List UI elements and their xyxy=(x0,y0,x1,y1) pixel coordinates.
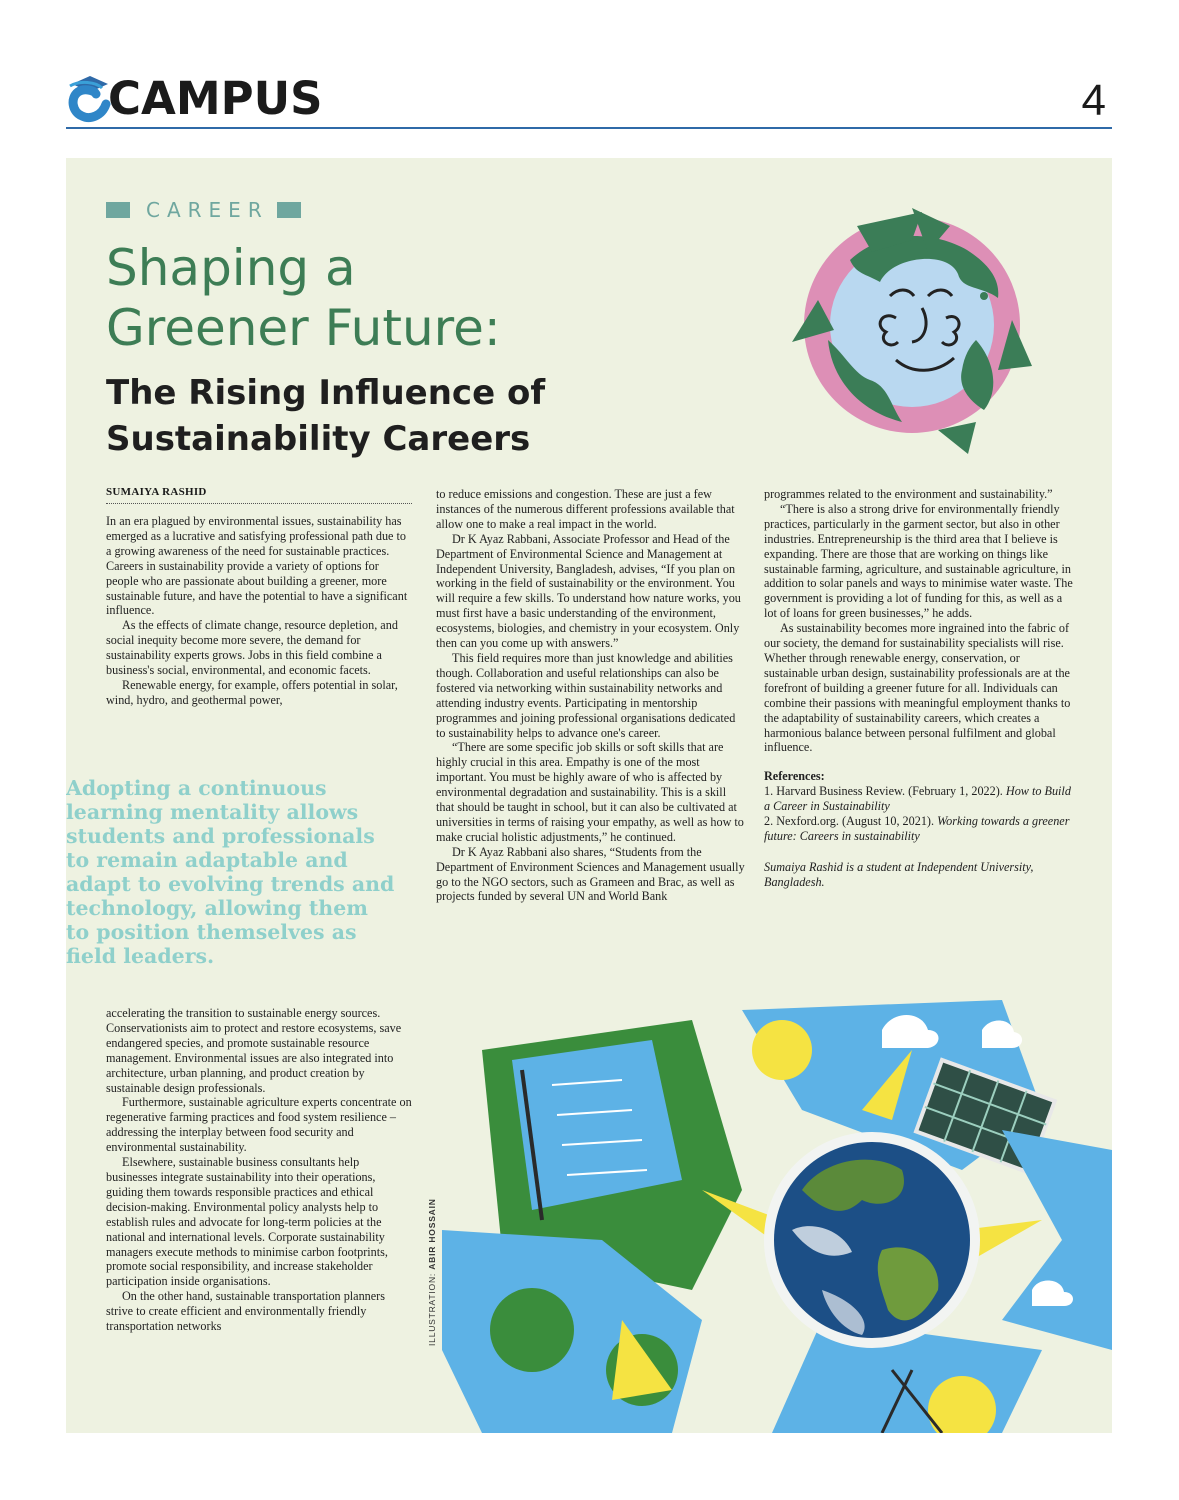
paragraph: to reduce emissions and congestion. These are just a few instances of the numerous different professions available that allow one to make a real impact in the world. xyxy=(436,487,735,531)
kicker-text: CAREER xyxy=(146,198,269,222)
smiling-earth-recycle-icon xyxy=(762,190,1052,465)
masthead xyxy=(66,66,1112,130)
masthead-rule xyxy=(66,127,1112,129)
illustration-credit xyxy=(427,1198,437,1346)
pull-quote: Adopting a continuous learning mentality allows students and professionals to remain adaptable and adapt to evolving trends and technology, allowing them to position themselves as field leaders. xyxy=(66,776,395,968)
headline-line-1: Shaping a xyxy=(106,239,356,297)
paragraph: As the effects of climate change, resource depletion, and social inequity become more severe, the demand for sustainability experts grows. Jobs in this field combine a business's social, environmental, and economic facets. xyxy=(106,618,398,678)
article-panel xyxy=(66,158,1112,1433)
credit-name: ABIR HOSSAIN xyxy=(427,1198,437,1270)
reference-2-title: Working towards a greener future: Careers in sustainability xyxy=(764,814,1070,843)
paragraph: Elsewhere, sustainable business consultants help businesses integrate sustainability into their operations, guiding them towards responsible practices and ethical decision-making. Environmental policy analysts help to establish rules and advocate for long-term policies at the national and international levels. Corporate sustainability managers execute methods to minimise carbon footprints, promote social responsibility, and increase stakeholder participation inside organisations. xyxy=(106,1155,388,1289)
subheadline xyxy=(106,370,666,462)
column-1-bottom xyxy=(106,1006,412,1334)
paragraph: As sustainability becomes more ingrained into the fabric of our society, the demand for sustainability specialists will rise. Whether through renewable energy, conservation, or sustainable urban design, sustainability professionals are at the forefront of building a greener future for all. Individuals can combine their passions with meaningful employment thanks to the adaptability of sustainability careers, which creates a harmonious balance between personal fulfilment and global influence. xyxy=(764,621,1071,755)
headline xyxy=(106,238,706,358)
paragraph: This field requires more than just knowledge and abilities though. Collaboration and useful relationships can also be fostered via networking within sustainability networks and attending industry events. Participating in mentorship programmes and joining professional organisations dedicated to sustainability helps to advance one's career. xyxy=(436,650,736,740)
paragraph: Renewable energy, for example, offers potential in solar, wind, hydro, and geothermal power, xyxy=(106,677,398,707)
byline: SUMAIYA RASHID xyxy=(106,486,412,504)
column-2 xyxy=(436,487,746,904)
paragraph: “There is also a strong drive for environmentally friendly practices, particularly in the garment sector, but also in other industries. Entrepreneurship is the third area that I believe is expanding. There are those that are working on things like sustainable farming, agriculture, and sustainable agriculture, in addition to solar panels and ways to minimise water waste. The government is providing a lot of funding for this, as well as a lot of loans for green businesses,” he adds. xyxy=(764,501,1073,621)
page-number: 4 xyxy=(1081,76,1106,125)
logo-text: CAMPUS xyxy=(108,71,323,125)
graduation-cap-icon xyxy=(66,72,112,124)
paragraph: On the other hand, sustainable transportation planners strive to create efficient and environmentally friendly transportation networks xyxy=(106,1289,385,1334)
paragraph: Dr K Ayaz Rabbani, Associate Professor and Head of the Department of Environmental Science and Management at Independent University, Bangladesh, advises, “If you plan on working in the field of sustainability or the environment. You will require a few skills. To understand how nature works, you must first have a basic understanding of the environment, ecosystems, biologies, and chemistry in your ecosystem. Only then can you come up with answers.” xyxy=(436,531,741,651)
section-kicker xyxy=(106,198,301,222)
reference-1 xyxy=(764,784,1076,814)
subhead-line-1: The Rising Influence of xyxy=(106,373,546,413)
earth-recycle-collage xyxy=(442,990,1112,1433)
column-3 xyxy=(764,487,1076,890)
references-heading: References: xyxy=(764,769,825,784)
paragraph: accelerating the transition to sustainable energy sources. Conservationists aim to protect and restore ecosystems, save endangered species, and promote sustainable resource management. Environmental issues are also integrated into architecture, urban planning, and product creation by sustainable design professionals. xyxy=(106,1006,402,1095)
paragraph: “There are some specific job skills or soft skills that are highly crucial in this area. Empathy is one of the most important. You must be highly aware of who is affected by environmental degradation and sustainability. This is a skill that should be taught in school, but it can also be cultivated at universities in terms of raising your empathy, as well as how to make crucial holistic adjustments,” he continued. xyxy=(436,740,744,844)
author-bio: Sumaiya Rashid is a student at Independent University, Bangladesh. xyxy=(764,859,1034,889)
column-1-top xyxy=(106,514,412,708)
reference-2 xyxy=(764,814,1076,844)
campus-logo[interactable] xyxy=(66,72,323,124)
kicker-bar-left xyxy=(106,202,130,218)
paragraph: In an era plagued by environmental issues, sustainability has emerged as a lucrative and satisfying professional path due to a growing awareness of the need for sustainable practices. Careers in sustainability provide a variety of options for people who are passionate about building a greener, more sustainable future, and have the potential to have a significant influence. xyxy=(106,514,408,618)
subhead-line-2: Sustainability Careers xyxy=(106,419,531,459)
paragraph: programmes related to the environment and sustainability.” xyxy=(764,487,1053,501)
credit-label: ILLUSTRATION: xyxy=(427,1272,437,1346)
paragraph: Furthermore, sustainable agriculture experts concentrate on regenerative farming practices and food system resilience – addressing the interplay between food security and environmental sustainability. xyxy=(106,1095,412,1155)
paragraph: Dr K Ayaz Rabbani also shares, “Students from the Department of Environment Sciences and Management usually go to the NGO sectors, such as Grameen and Brac, as well as projects funded by several UN and World Bank xyxy=(436,844,745,904)
kicker-bar-right xyxy=(277,202,301,218)
reference-1-source: 1. Harvard Business Review. (February 1, 2022). xyxy=(764,784,1003,799)
reference-1-title: How to Build a Career in Sustainability xyxy=(764,784,1071,814)
reference-2-source: 2. Nexford.org. (August 10, 2021). xyxy=(764,814,935,829)
headline-line-2: Greener Future: xyxy=(106,299,501,357)
